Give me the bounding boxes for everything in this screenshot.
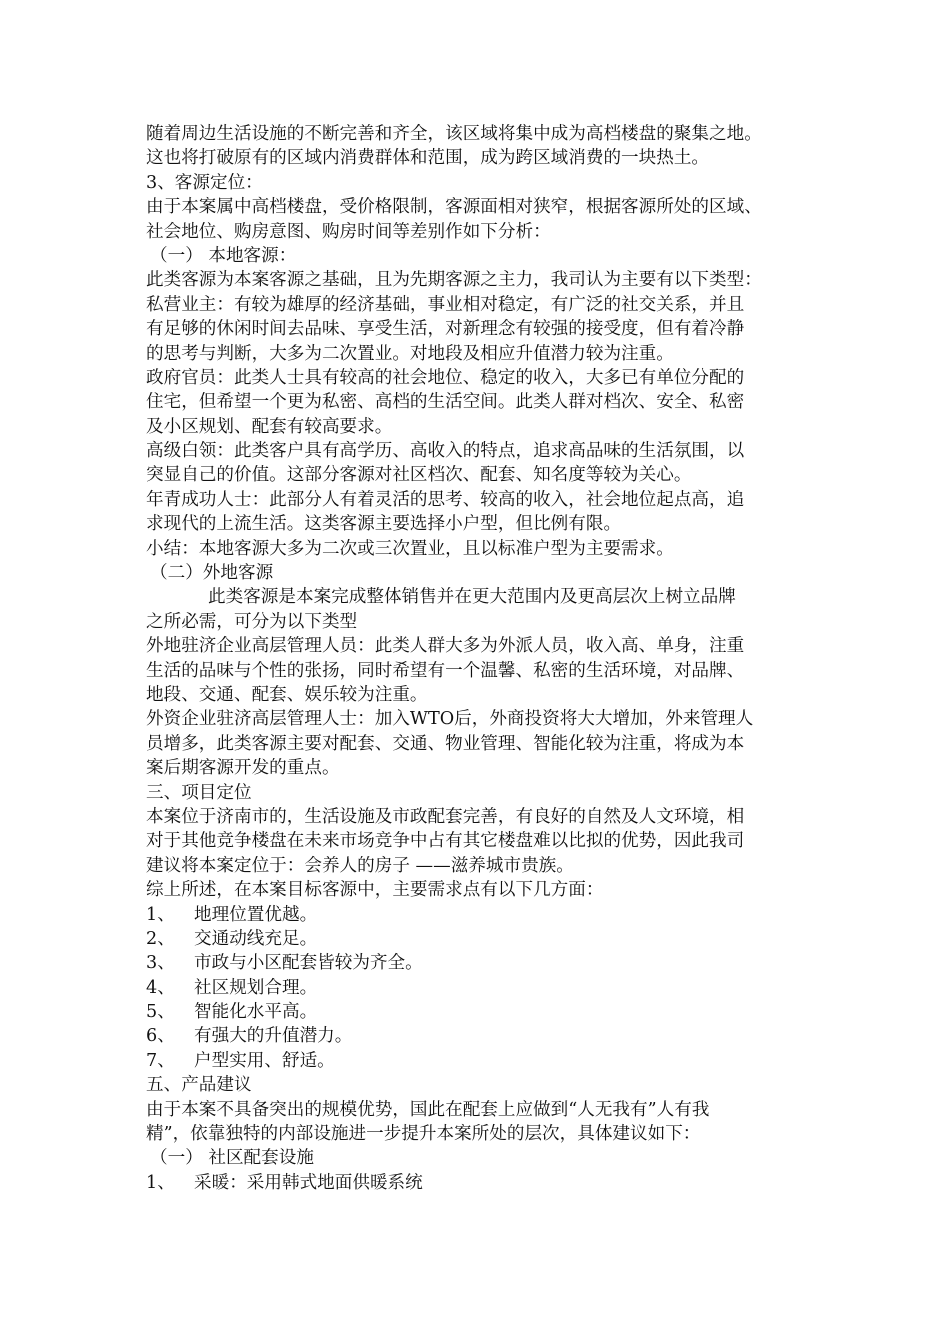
list-text: 采暖：采用韩式地面供暖系统	[194, 1172, 423, 1193]
list-text: 社区规划合理。	[194, 977, 318, 998]
list-text: 市政与小区配套皆较为齐全。	[194, 953, 423, 974]
text-line: 突显自己的价值。这部分客源对社区档次、配套、知名度等较为关心。	[146, 465, 692, 486]
list-text: 有强大的升值潜力。	[194, 1026, 353, 1047]
section-heading: 三、项目定位	[146, 782, 252, 803]
list-number: 7、	[146, 1050, 175, 1071]
text-line: 由于本案不具备突出的规模优势，国此在配套上应做到“人无我有”人有我	[146, 1099, 710, 1120]
list-item	[146, 1049, 810, 1073]
list-item	[146, 1171, 810, 1195]
list-number: 2、	[146, 928, 175, 949]
text-line: 政府官员：此类人士具有较高的社会地位、稳定的收入，大多已有单位分配的	[146, 367, 745, 388]
text-line: 对于其他竞争楼盘在未来市场竞争中占有其它楼盘难以比拟的优势，因此我司	[146, 831, 745, 852]
text-line: 地段、交通、配套、娱乐较为注重。	[146, 684, 428, 705]
text-line: 外地驻济企业高层管理人员：此类人群大多为外派人员，收入高、单身，注重	[146, 636, 745, 657]
list-item	[146, 1024, 810, 1048]
list-item	[146, 1000, 810, 1024]
list-item	[146, 951, 810, 975]
text-line: 之所必需，可分为以下类型	[146, 611, 358, 632]
list-number: 5、	[146, 1002, 175, 1023]
text-line: 本案位于济南市的，生活设施及市政配套完善，有良好的自然及人文环境，相	[146, 806, 745, 827]
document-body	[146, 122, 810, 1195]
section-heading: 五、产品建议	[146, 1075, 252, 1096]
list-number: 1、	[146, 1172, 175, 1193]
text-line: 建议将本案定位于：会养人的房子 ——滋养城市贵族。	[146, 855, 574, 876]
list-number: 3、	[146, 953, 175, 974]
text-line: 小结：本地客源大多为二次或三次置业，且以标准户型为主要需求。	[146, 538, 674, 559]
list-text: 智能化水平高。	[194, 1002, 318, 1023]
list-number: 1、	[146, 904, 175, 925]
list-number: 4、	[146, 977, 175, 998]
list-text: 地理位置优越。	[194, 904, 318, 925]
text-line: 有足够的休闲时间去品味、享受生活，对新理念有较强的接受度，但有着冷静	[146, 319, 745, 340]
text-line: 高级白领：此类客户具有高学历、高收入的特点，追求高品味的生活氛围，以	[146, 441, 745, 462]
list-text: 交通动线充足。	[194, 928, 318, 949]
text-line: 由于本案属中高档楼盘，受价格限制，客源面相对狭窄，根据客源所处的区域、	[146, 197, 762, 218]
text-line: 综上所述，在本案目标客源中，主要需求点有以下几方面：	[146, 880, 604, 901]
subsection-heading: （一） 社区配套设施	[150, 1148, 314, 1169]
text-line: 年青成功人士：此部分人有着灵活的思考、较高的收入，社会地位起点高，追	[146, 489, 745, 510]
text-line: 住宅，但希望一个更为私密、高档的生活空间。此类人群对档次、安全、私密	[146, 392, 745, 413]
text-line: 的思考与判断，大多为二次置业。对地段及相应升值潜力较为注重。	[146, 343, 674, 364]
list-item	[146, 927, 810, 951]
subsection-heading: （一） 本地客源：	[150, 245, 297, 266]
list-item	[146, 903, 810, 927]
list-number: 6、	[146, 1026, 175, 1047]
text-line: 案后期客源开发的重点。	[146, 758, 340, 779]
list-text: 户型实用、舒适。	[194, 1050, 335, 1071]
text-line: 员增多，此类客源主要对配套、交通、物业管理、智能化较为注重，将成为本	[146, 733, 745, 754]
text-line: 社会地位、购房意图、购房时间等差别作如下分析：	[146, 221, 551, 242]
section-heading: 3、客源定位：	[146, 172, 263, 193]
text-line: 精”，依靠独特的内部设施进一步提升本案所处的层次，具体建议如下：	[146, 1124, 701, 1145]
text-line: 这也将打破原有的区域内消费群体和范围，成为跨区域消费的一块热土。	[146, 148, 710, 169]
text-line: 及小区规划、配套有较高要求。	[146, 416, 393, 437]
text-line: 外资企业驻济高层管理人士：加入WTO后，外商投资将大大增加，外来管理人	[146, 709, 754, 730]
text-line: 随着周边生活设施的不断完善和齐全，该区域将集中成为高档楼盘的聚集之地。	[146, 124, 762, 144]
text-line: 求现代的上流生活。这类客源主要选择小户型，但比例有限。	[146, 514, 622, 535]
text-line: 此类客源为本案客源之基础，且为先期客源之主力，我司认为主要有以下类型：	[146, 270, 762, 291]
text-line: 此类客源是本案完成整体销售并在更大范围内及更高层次上树立品牌	[208, 587, 736, 608]
subsection-heading: （二）外地客源	[150, 563, 274, 584]
text-line: 生活的品味与个性的张扬，同时希望有一个温馨、私密的生活环境，对品牌、	[146, 660, 745, 681]
list-item	[146, 976, 810, 1000]
text-line: 私营业主：有较为雄厚的经济基础，事业相对稳定，有广泛的社交关系，并且	[146, 294, 745, 315]
